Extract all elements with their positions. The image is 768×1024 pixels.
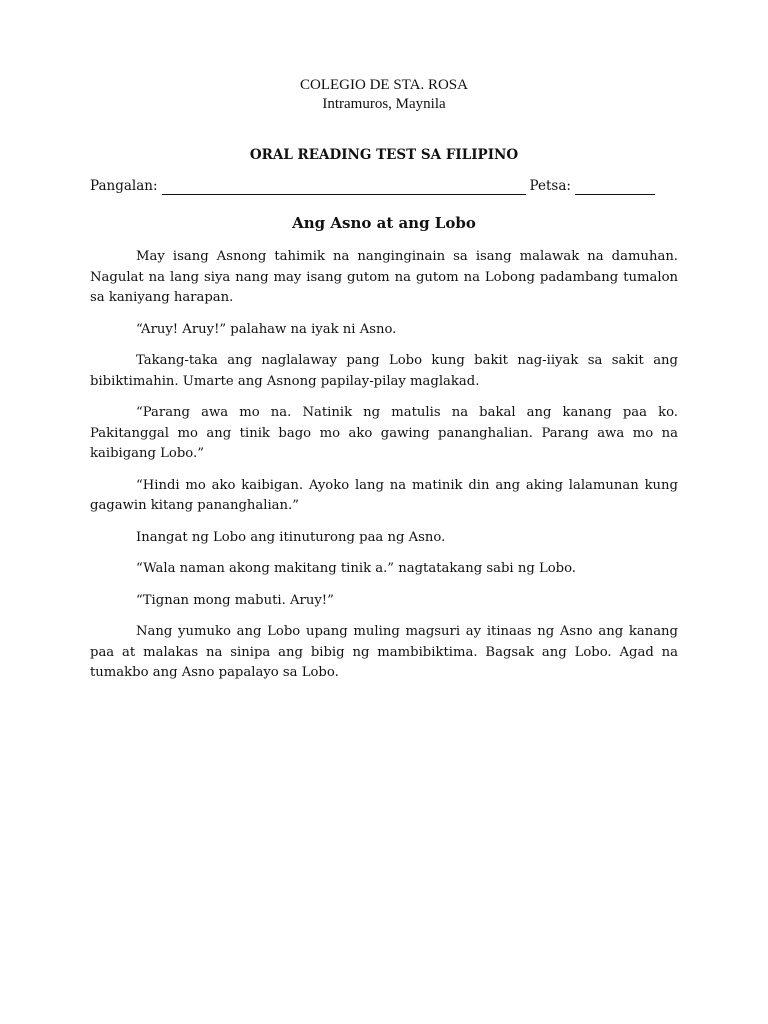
school-location: Intramuros, Maynila (322, 96, 446, 112)
story-paragraph: Nang yumuko ang Lobo upang muling magsuri ay itinaas ng Asno ang kanang paa at malakas na sinipa ang bibig ng mambibiktima. Bagsak ang Lobo. Agad na tumakbo ang Asno papalayo sa Lobo. (90, 624, 678, 680)
name-label: Pangalan: (90, 178, 158, 194)
story-body (90, 247, 678, 684)
story-paragraph: Inangat ng Lobo ang itinuturong paa ng Asno. (136, 529, 446, 545)
name-date-row (90, 177, 678, 195)
story-title: Ang Asno at ang Lobo (292, 214, 476, 232)
document-page (90, 76, 678, 695)
name-blank-line[interactable] (162, 180, 526, 195)
story-paragraph: “Hindi mo ako kaibigan. Ayoko lang na matinik din ang aking lalamunan kung gagawin kitang pananghalian.” (90, 477, 678, 513)
test-title: ORAL READING TEST SA FILIPINO (249, 147, 519, 163)
story-paragraph: “Parang awa mo na. Natinik ng matulis na bakal ang kanang paa ko. Pakitanggal mo ang tinik bago mo ako gawing pananghalian. Parang awa mo na kaibigang Lobo.” (90, 405, 678, 461)
story-paragraph: May isang Asnong tahimik na nanginginain sa isang malawak na damuhan. Nagulat na lang siya nang may isang gutom na gutom na Lobong padambang tumalon sa kaniyang harapan. (90, 249, 678, 305)
school-name: COLEGIO DE STA. ROSA (300, 77, 468, 93)
date-label: Petsa: (529, 178, 571, 194)
story-paragraph: “Wala naman akong makitang tinik a.” nagtatakang sabi ng Lobo. (136, 561, 576, 576)
story-paragraph: Takang-taka ang naglalaway pang Lobo kung bakit nag-iiyak sa sakit ang bibiktimahin. Umarte ang Asnong papilay-pilay maglakad. (90, 353, 678, 389)
story-paragraph: “Tignan mong mabuti. Aruy!” (136, 592, 334, 608)
story-paragraph: “Aruy! Aruy!” palahaw na iyak ni Asno. (136, 321, 397, 337)
date-blank-line[interactable] (575, 180, 655, 195)
